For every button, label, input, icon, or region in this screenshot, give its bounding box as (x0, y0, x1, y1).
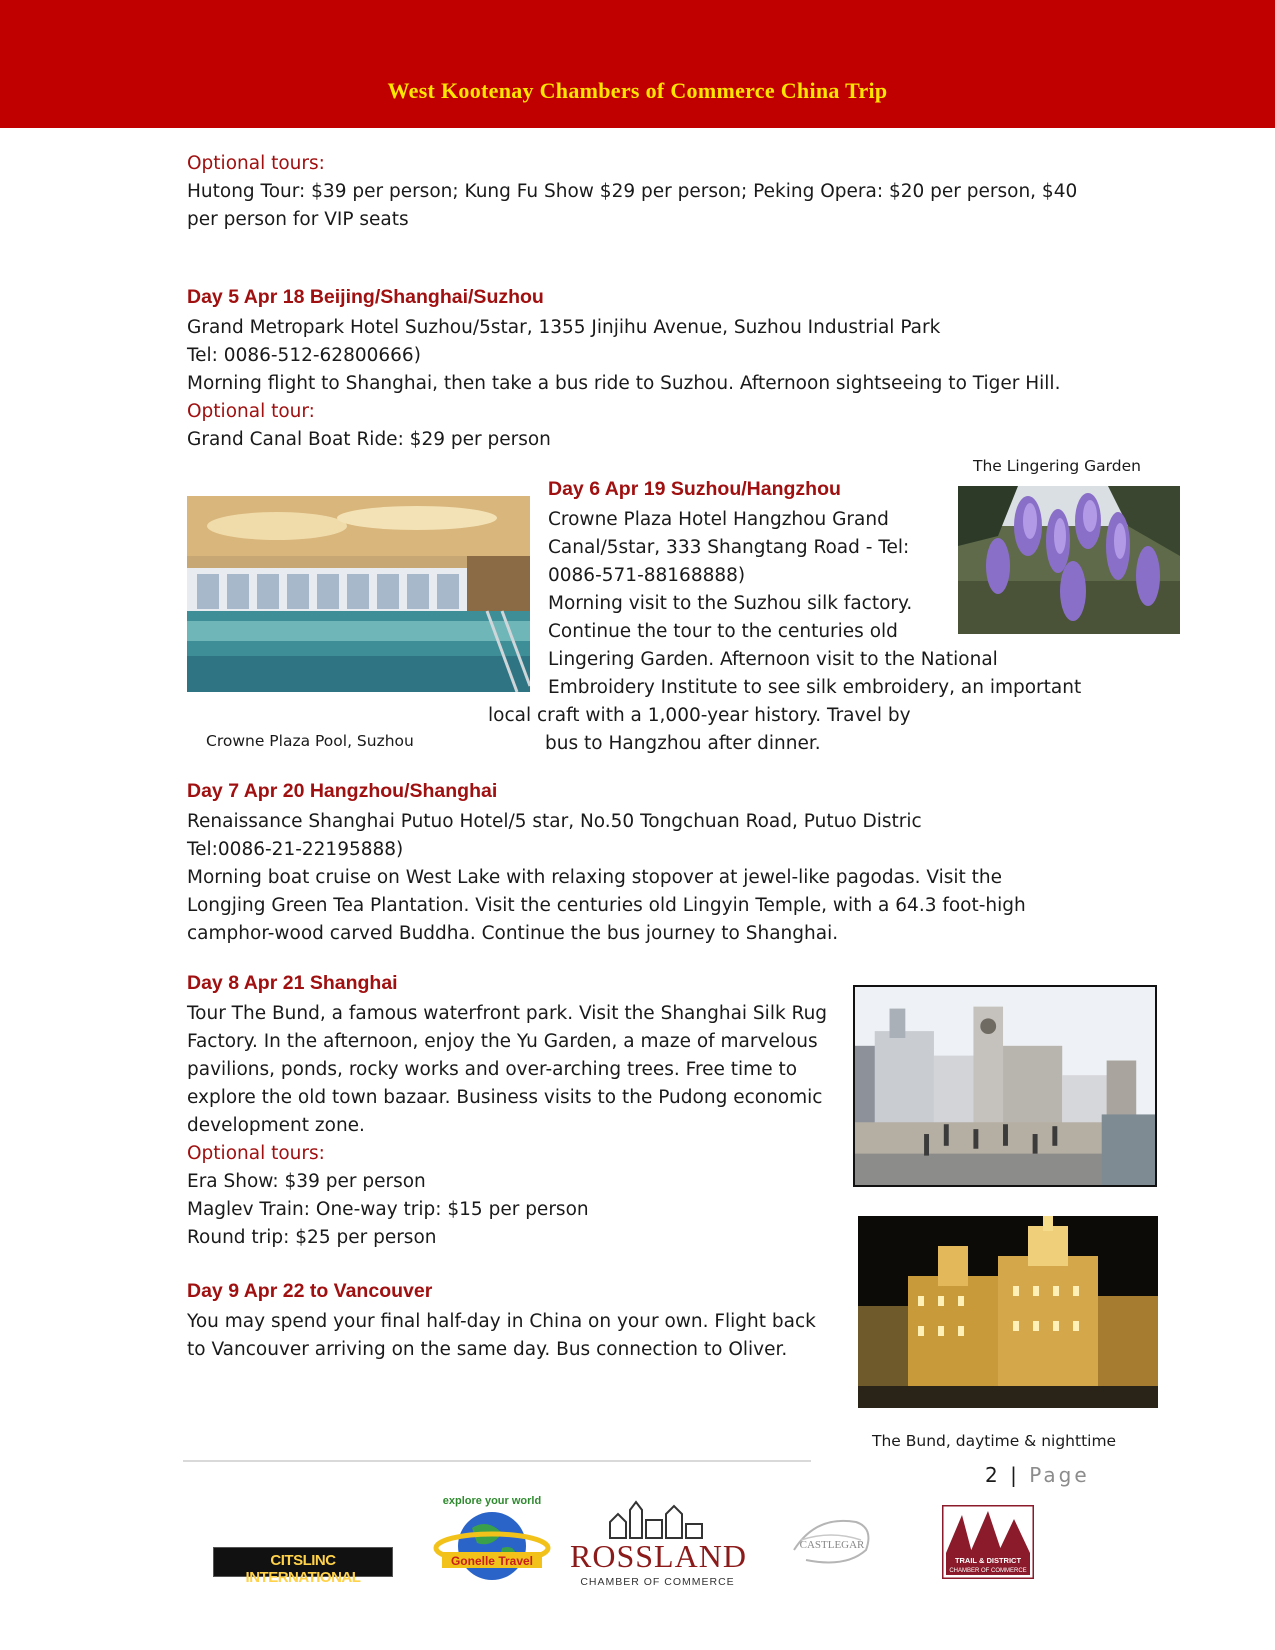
day8-optional-label: Optional tours: (187, 1143, 325, 1164)
day8-optional-line-2: Maglev Train: One-way trip: $15 per person (187, 1199, 589, 1220)
svg-text:CASTLEGAR: CASTLEGAR (799, 1539, 865, 1551)
intro-line-2: per person for VIP seats (187, 209, 409, 230)
day6-line-8: local craft with a 1,000-year history. Travel by (488, 705, 911, 726)
intro-line-1: Hutong Tour: $39 per person; Kung Fu Show $29 per person; Peking Opera: $20 per person, $40 (187, 181, 1078, 202)
svg-text:TRAIL & DISTRICT: TRAIL & DISTRICT (954, 1556, 1022, 1565)
day7-heading: Day 7 Apr 20 Hangzhou/Shanghai (187, 780, 498, 802)
day9-heading: Day 9 Apr 22 to Vancouver (187, 1280, 433, 1302)
day8-line-2: Factory. In the afternoon, enjoy the Yu Garden, a maze of marvelous (187, 1031, 818, 1052)
day6-line-9: bus to Hangzhou after dinner. (545, 733, 821, 754)
bund-daytime-photo (853, 985, 1157, 1187)
day8-optional-line-3: Round trip: $25 per person (187, 1227, 437, 1248)
crowne-plaza-pool-caption: Crowne Plaza Pool, Suzhou (206, 732, 414, 750)
lingering-garden-caption: The Lingering Garden (973, 457, 1141, 475)
day8-line-4: explore the old town bazaar. Business visits to the Pudong economic (187, 1087, 823, 1108)
bund-caption: The Bund, daytime & nighttime (872, 1432, 1117, 1450)
day5-line-3: Morning flight to Shanghai, then take a bus ride to Suzhou. Afternoon sightseeing to Tiger Hill. (187, 373, 1061, 394)
day7-line-4: Longjing Green Tea Plantation. Visit the centuries old Lingyin Temple, with a 64.3 foot-high (187, 895, 1026, 916)
day8-heading: Day 8 Apr 21 Shanghai (187, 972, 398, 994)
day8-line-1: Tour The Bund, a famous waterfront park. Visit the Shanghai Silk Rug (187, 1003, 828, 1024)
bund-nighttime-photo (858, 1216, 1158, 1408)
day6-line-6: Lingering Garden. Afternoon visit to the National (548, 649, 998, 670)
gonelle-travel-logo (432, 1488, 552, 1596)
day7-line-5: camphor-wood carved Buddha. Continue the bus journey to Shanghai. (187, 923, 839, 944)
day7-line-3: Morning boat cruise on West Lake with relaxing stopover at jewel-like pagodas. Visit the (187, 867, 1003, 888)
document-title: West Kootenay Chambers of Commerce China Trip (387, 78, 888, 103)
footer-divider (183, 1460, 811, 1462)
day9-line-1: You may spend your final half-day in China on your own. Flight back (187, 1311, 816, 1332)
day6-line-4: Morning visit to the Suzhou silk factory. (548, 593, 913, 614)
day5-optional-label: Optional tour: (187, 401, 315, 422)
svg-text:CHAMBER OF COMMERCE: CHAMBER OF COMMERCE (949, 1568, 1027, 1574)
day7-line-2: Tel:0086-21-22195888) (187, 839, 404, 860)
day6-line-2: Canal/5star, 333 Shangtang Road - Tel: (548, 537, 910, 558)
day5-heading: Day 5 Apr 18 Beijing/Shanghai/Suzhou (187, 286, 544, 308)
day6-line-5: Continue the tour to the centuries old (548, 621, 898, 642)
day8-optional-line-1: Era Show: $39 per person (187, 1171, 426, 1192)
citslinc-logo: CITSLINC INTERNATIONAL (213, 1547, 393, 1577)
day5-line-1: Grand Metropark Hotel Suzhou/5star, 1355 Jinjihu Avenue, Suzhou Industrial Park (187, 317, 941, 338)
page-separator: | (1010, 1463, 1020, 1487)
day7-line-1: Renaissance Shanghai Putuo Hotel/5 star, No.50 Tongchuan Road, Putuo Distric (187, 811, 922, 832)
castlegar-logo (786, 1510, 878, 1572)
svg-text:Gonelle Travel: Gonelle Travel (450, 1554, 534, 1568)
page-number-value: 2 (985, 1463, 1001, 1487)
day6-line-3: 0086-571-88168888) (548, 565, 746, 586)
svg-text:explore your world: explore your world (442, 1495, 542, 1507)
day6-heading: Day 6 Apr 19 Suzhou/Hangzhou (548, 478, 841, 500)
lingering-garden-photo (958, 486, 1180, 634)
rossland-chamber-logo: ROSSLAND CHAMBER OF COMMERCE (570, 1500, 745, 1590)
day5-optional-line: Grand Canal Boat Ride: $29 per person (187, 429, 551, 450)
page-number (985, 1463, 1090, 1487)
optional-tours-label: Optional tours: (187, 153, 325, 174)
page-word: Page (1029, 1463, 1090, 1487)
day6-line-1: Crowne Plaza Hotel Hangzhou Grand (548, 509, 889, 530)
header-banner (0, 0, 1275, 128)
trail-district-chamber-logo (942, 1505, 1034, 1579)
day8-line-3: pavilions, ponds, rocky works and over-arching trees. Free time to (187, 1059, 798, 1080)
day6-line-7: Embroidery Institute to see silk embroidery, an important (548, 677, 1082, 698)
crowne-plaza-pool-photo (187, 496, 530, 692)
day9-line-2: to Vancouver arriving on the same day. Bus connection to Oliver. (187, 1339, 788, 1360)
day5-line-2: Tel: 0086-512-62800666) (187, 345, 421, 366)
day8-line-5: development zone. (187, 1115, 365, 1136)
